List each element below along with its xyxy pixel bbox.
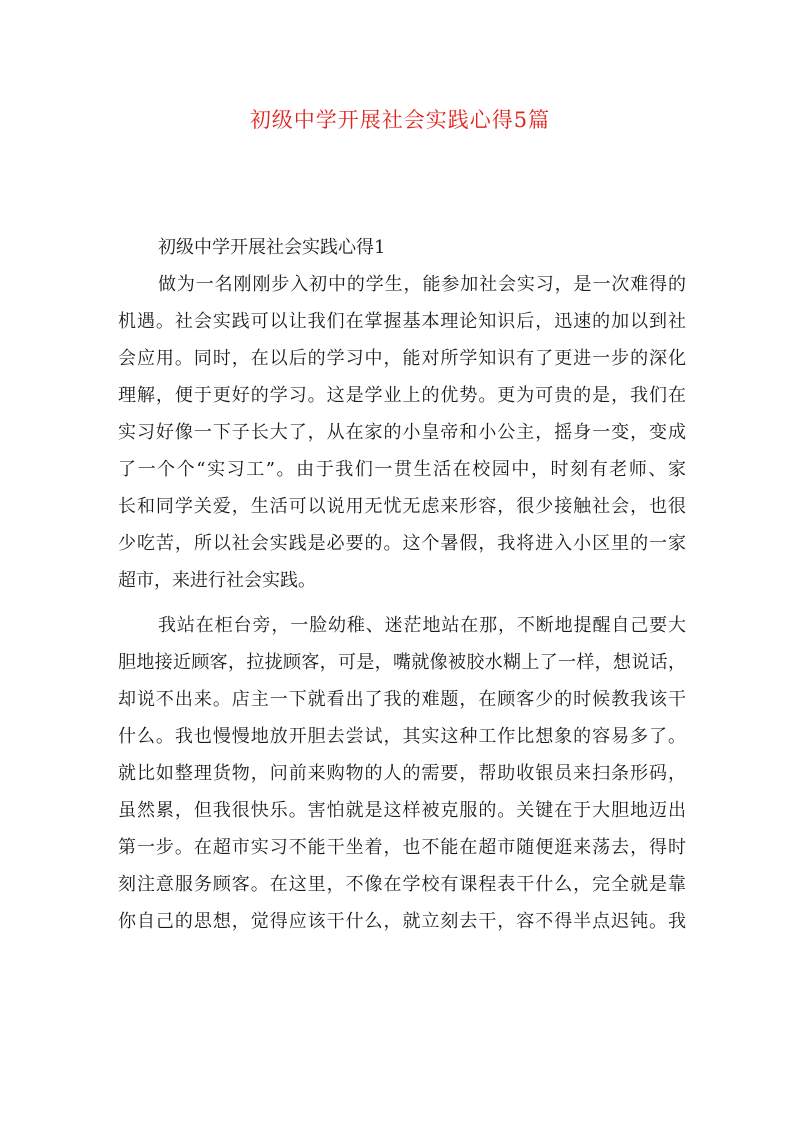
- paragraph-line: 我站在柜台旁，一脸幼稚、迷茫地站在那，不断地提醒自己要大: [158, 615, 686, 636]
- paragraph-line: 超市，来进行社会实践。: [118, 570, 316, 591]
- paragraph-line: 机遇。社会实践可以让我们在掌握基本理论知识后，迅速的加以到社: [118, 311, 686, 332]
- paragraph-line: 长和同学关爱，生活可以说用无忧无虑来形容，很少接触社会，也很: [118, 496, 686, 517]
- paragraph-line: 胆地接近顾客，拉拢顾客，可是，嘴就像被胶水糊上了一样，想说话，: [118, 652, 686, 673]
- paragraph-line: 刻注意服务顾客。在这里，不像在学校有课程表干什么，完全就是靠: [118, 874, 686, 895]
- paragraph-line: 第一步。在超市实习不能干坐着，也不能在超市随便逛来荡去，得时: [118, 837, 686, 858]
- paragraph-line: 什么。我也慢慢地放开胆去尝试，其实这种工作比想象的容易多了。: [118, 726, 686, 747]
- section-heading: 初级中学开展社会实践心得1: [158, 237, 386, 258]
- paragraph-2: [118, 607, 686, 940]
- paragraph-1: [118, 266, 686, 599]
- paragraph-gap: [118, 599, 686, 607]
- paragraph-line: 做为一名刚刚步入初中的学生，能参加社会实习，是一次难得的: [158, 274, 686, 295]
- paragraph-line: 虽然累，但我很快乐。害怕就是这样被克服的。关键在于大胆地迈出: [118, 800, 686, 821]
- document-title: 初级中学开展社会实践心得5篇: [249, 108, 551, 132]
- paragraph-line: 会应用。同时，在以后的学习中，能对所学知识有了更进一步的深化: [118, 348, 686, 369]
- paragraph-line: 你自己的思想，觉得应该干什么，就立刻去干，容不得半点迟钝。我: [118, 911, 686, 932]
- document-body: [118, 229, 686, 940]
- paragraph-line: 了一个个“实习工”。由于我们一贯生活在校园中，时刻有老师、家: [118, 459, 686, 480]
- paragraph-line: 却说不出来。店主一下就看出了我的难题，在顾客少的时候教我该干: [118, 689, 686, 710]
- paragraph-line: 就比如整理货物，问前来购物的人的需要，帮助收银员来扫条形码，: [118, 763, 686, 784]
- paragraph-line: 理解，便于更好的学习。这是学业上的优势。更为可贵的是，我们在: [118, 385, 686, 406]
- paragraph-line: 少吃苦，所以社会实践是必要的。这个暑假，我将进入小区里的一家: [118, 533, 686, 554]
- paragraph-line: 实习好像一下子长大了，从在家的小皇帝和小公主，摇身一变，变成: [118, 422, 686, 443]
